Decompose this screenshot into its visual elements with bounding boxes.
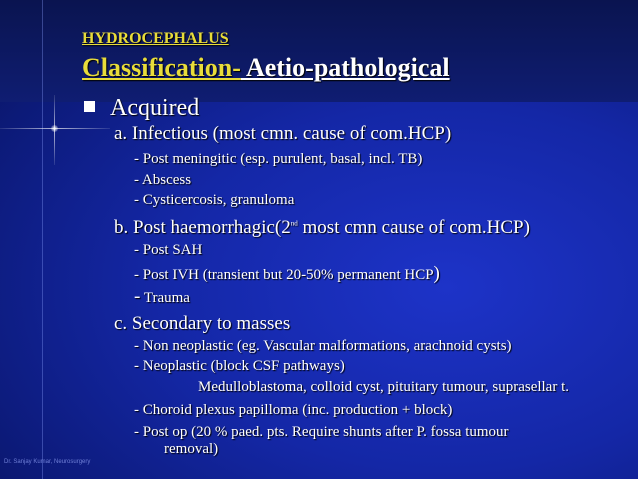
list-item: - Abscess — [134, 172, 192, 188]
heading-superscript: nd — [290, 219, 298, 228]
list-item: - Choroid plexus papilloma (inc. production + block) — [134, 402, 453, 418]
close-paren: ) — [433, 263, 440, 284]
list-item — [134, 263, 440, 285]
slide-title — [82, 53, 450, 83]
list-item: - Cysticercosis, granuloma — [134, 192, 295, 208]
list-item: - Post op (20 % paed. pts. Require shunts after P. fossa tumour — [134, 424, 509, 440]
list-item: - Post meningitic (esp. purulent, basal, incl. TB) — [134, 151, 423, 167]
list-item: removal) — [164, 441, 219, 457]
square-bullet-icon — [84, 101, 95, 112]
title-band — [0, 0, 638, 102]
bullet-acquired — [84, 95, 199, 122]
sparkle-icon — [51, 125, 58, 132]
list-item: - Non neoplastic (eg. Vascular malformations, arachnoid cysts) — [134, 338, 512, 354]
section-haemorrhagic-heading — [114, 217, 530, 239]
left-rule — [42, 0, 43, 479]
heading-part: most cmn cause of com.HCP) — [297, 217, 530, 238]
list-item: - Post SAH — [134, 242, 203, 258]
list-item — [134, 286, 190, 308]
heading-part: b. Post haemorrhagic(2 — [114, 217, 291, 238]
list-item: Medulloblastoma, colloid cyst, pituitary tumour, suprasellar t. — [198, 379, 570, 395]
dash: - — [134, 286, 141, 307]
section-masses-heading: c. Secondary to masses — [114, 313, 291, 334]
slide-topic: HYDROCEPHALUS — [82, 30, 229, 47]
list-item-text: - Post IVH (transient but 20-50% permanent HCP — [134, 267, 434, 283]
title-part-aetio: Aetio-pathological — [240, 53, 450, 82]
list-item: - Neoplastic (block CSF pathways) — [134, 358, 345, 374]
title-part-classification: Classification- — [82, 53, 241, 82]
bullet-label: Acquired — [110, 95, 200, 121]
section-infectious-heading: a. Infectious (most cmn. cause of com.HCP) — [114, 123, 452, 144]
list-item-text: Trauma — [143, 290, 190, 306]
footer-note: Dr. Sanjay Kumar, Neurosurgery — [4, 459, 91, 465]
